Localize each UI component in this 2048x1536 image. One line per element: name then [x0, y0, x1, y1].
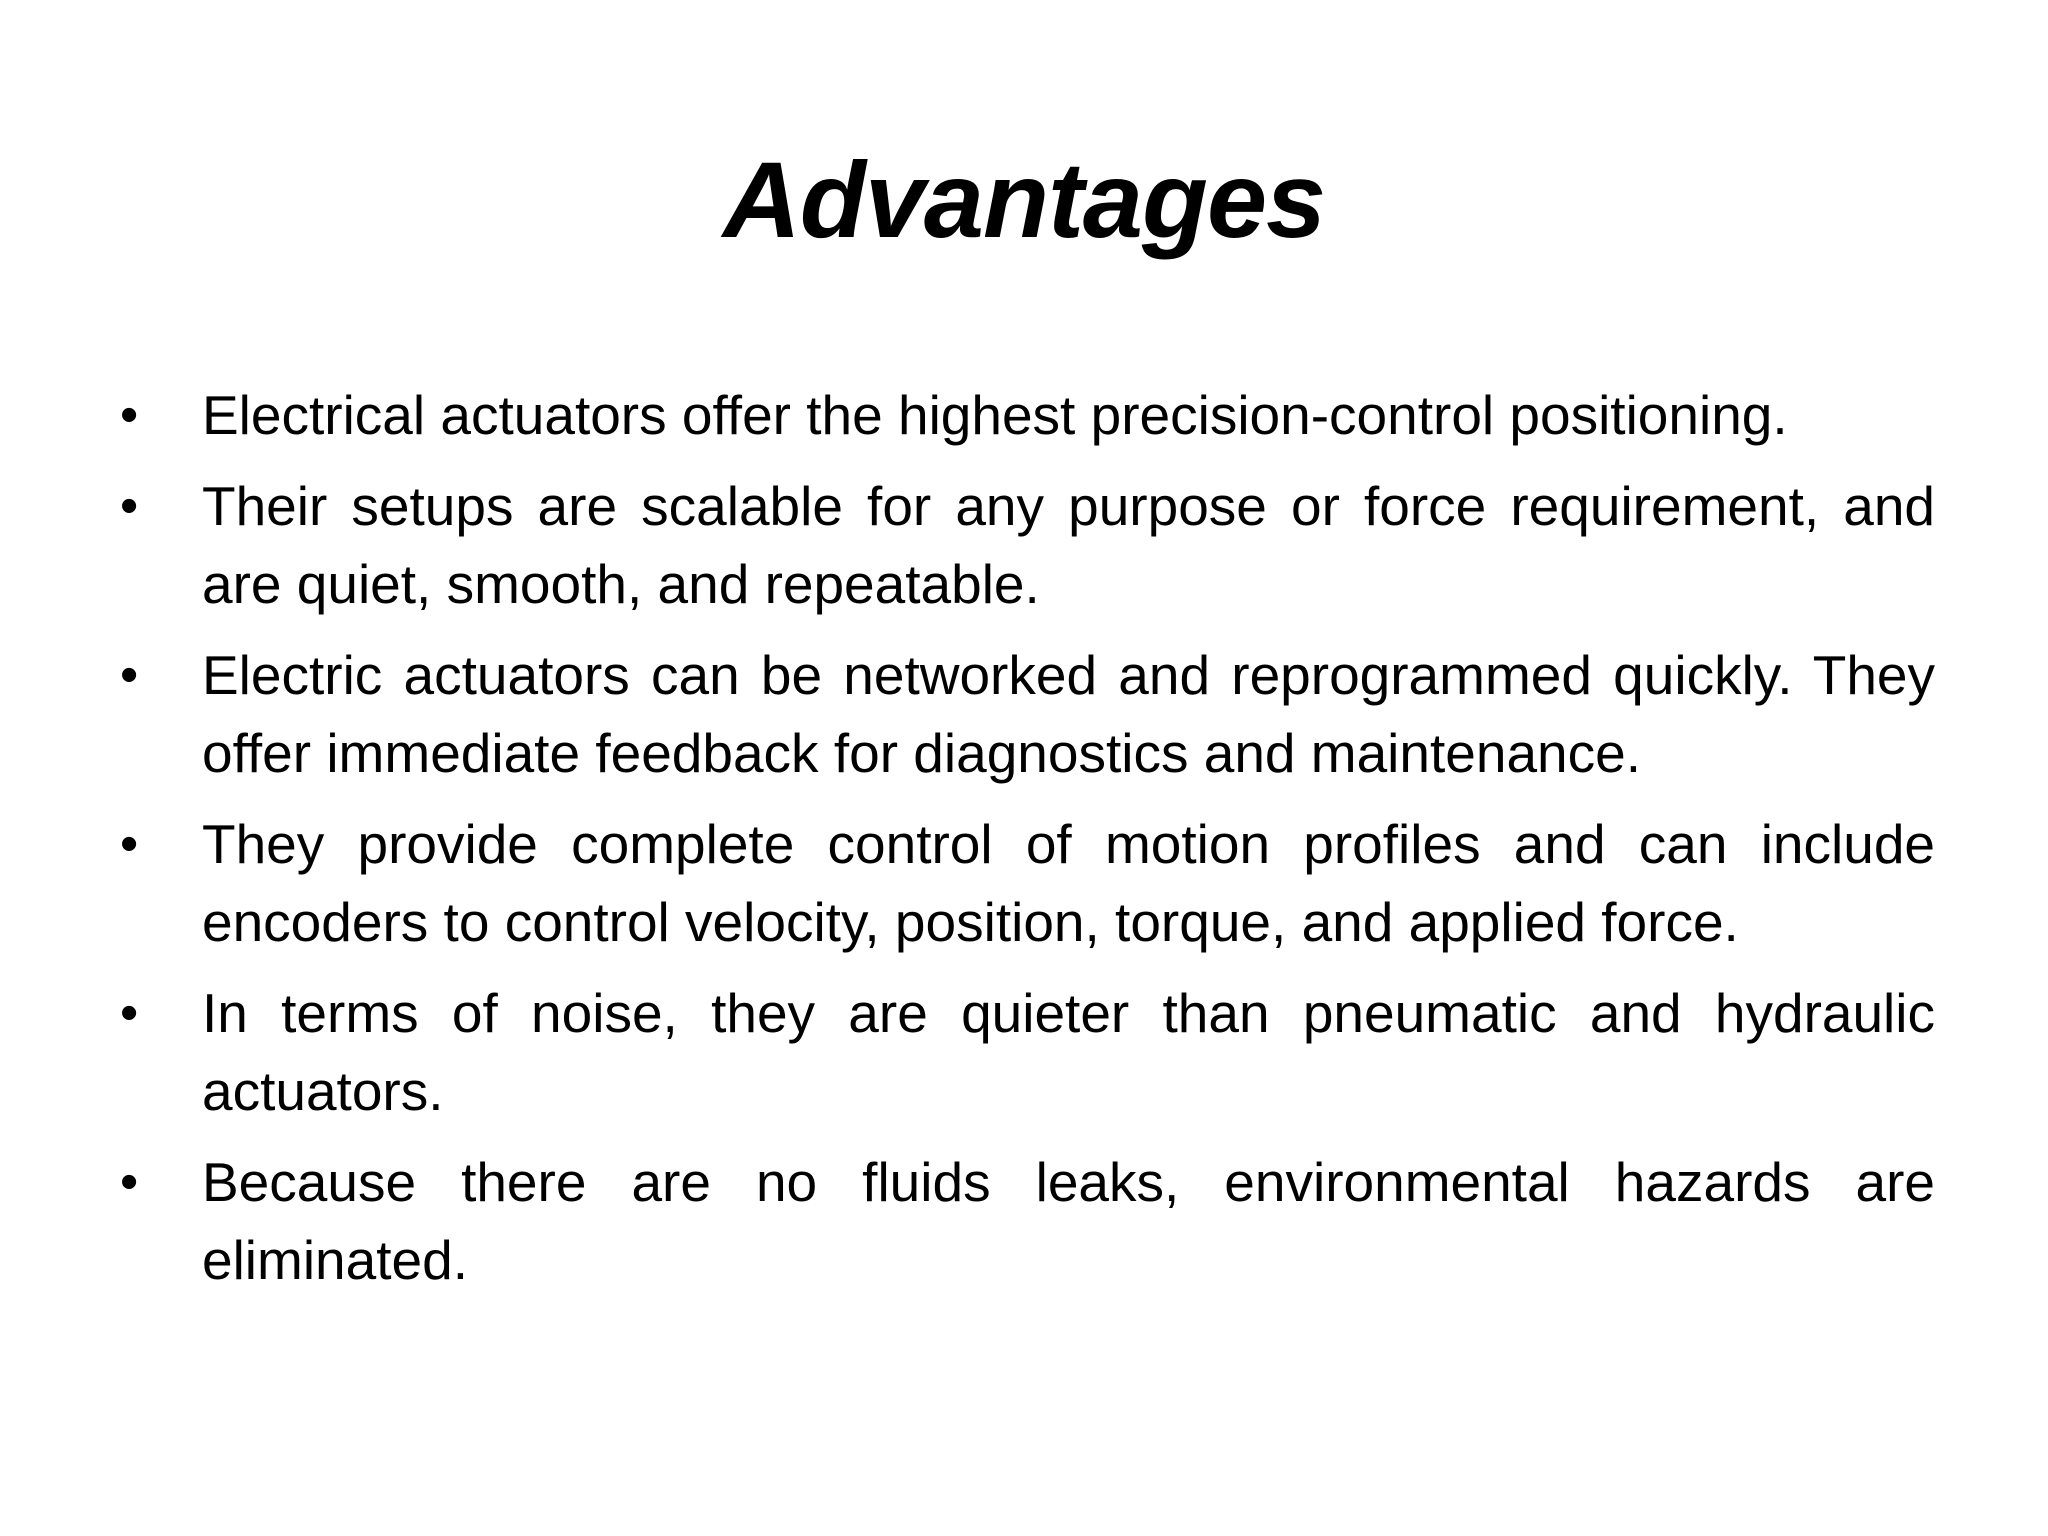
bullet-text: In terms of noise, they are quieter than pneumatic and hydraulic actuators. [202, 982, 1935, 1122]
bullet-item [120, 467, 1935, 623]
bullet-item [120, 636, 1935, 792]
bullet-item [120, 1143, 1935, 1299]
bullet-icon: • [120, 477, 139, 535]
bullet-icon: • [120, 984, 139, 1042]
bullet-icon: • [120, 646, 139, 704]
bullet-item [120, 805, 1935, 961]
bullet-item [120, 376, 1935, 454]
bullet-list [120, 376, 1935, 1312]
bullet-text: Electric actuators can be networked and reprogrammed quickly. They offer immediate feedback for diagnostics and maintenance. [202, 644, 1935, 784]
bullet-text: Their setups are scalable for any purpose or force requirement, and are quiet, smooth, and repeatable. [202, 475, 1935, 615]
bullet-icon: • [120, 1153, 139, 1211]
bullet-text: Because there are no fluids leaks, environmental hazards are eliminated. [202, 1151, 1935, 1291]
bullet-text: Electrical actuators offer the highest precision-control positioning. [202, 384, 1788, 446]
bullet-text: They provide complete control of motion profiles and can include encoders to control velocity, position, torque, and applied force. [202, 813, 1935, 953]
bullet-icon: • [120, 815, 139, 873]
slide-title: Advantages [722, 139, 1326, 260]
bullet-item [120, 974, 1935, 1130]
bullet-icon: • [120, 386, 139, 444]
